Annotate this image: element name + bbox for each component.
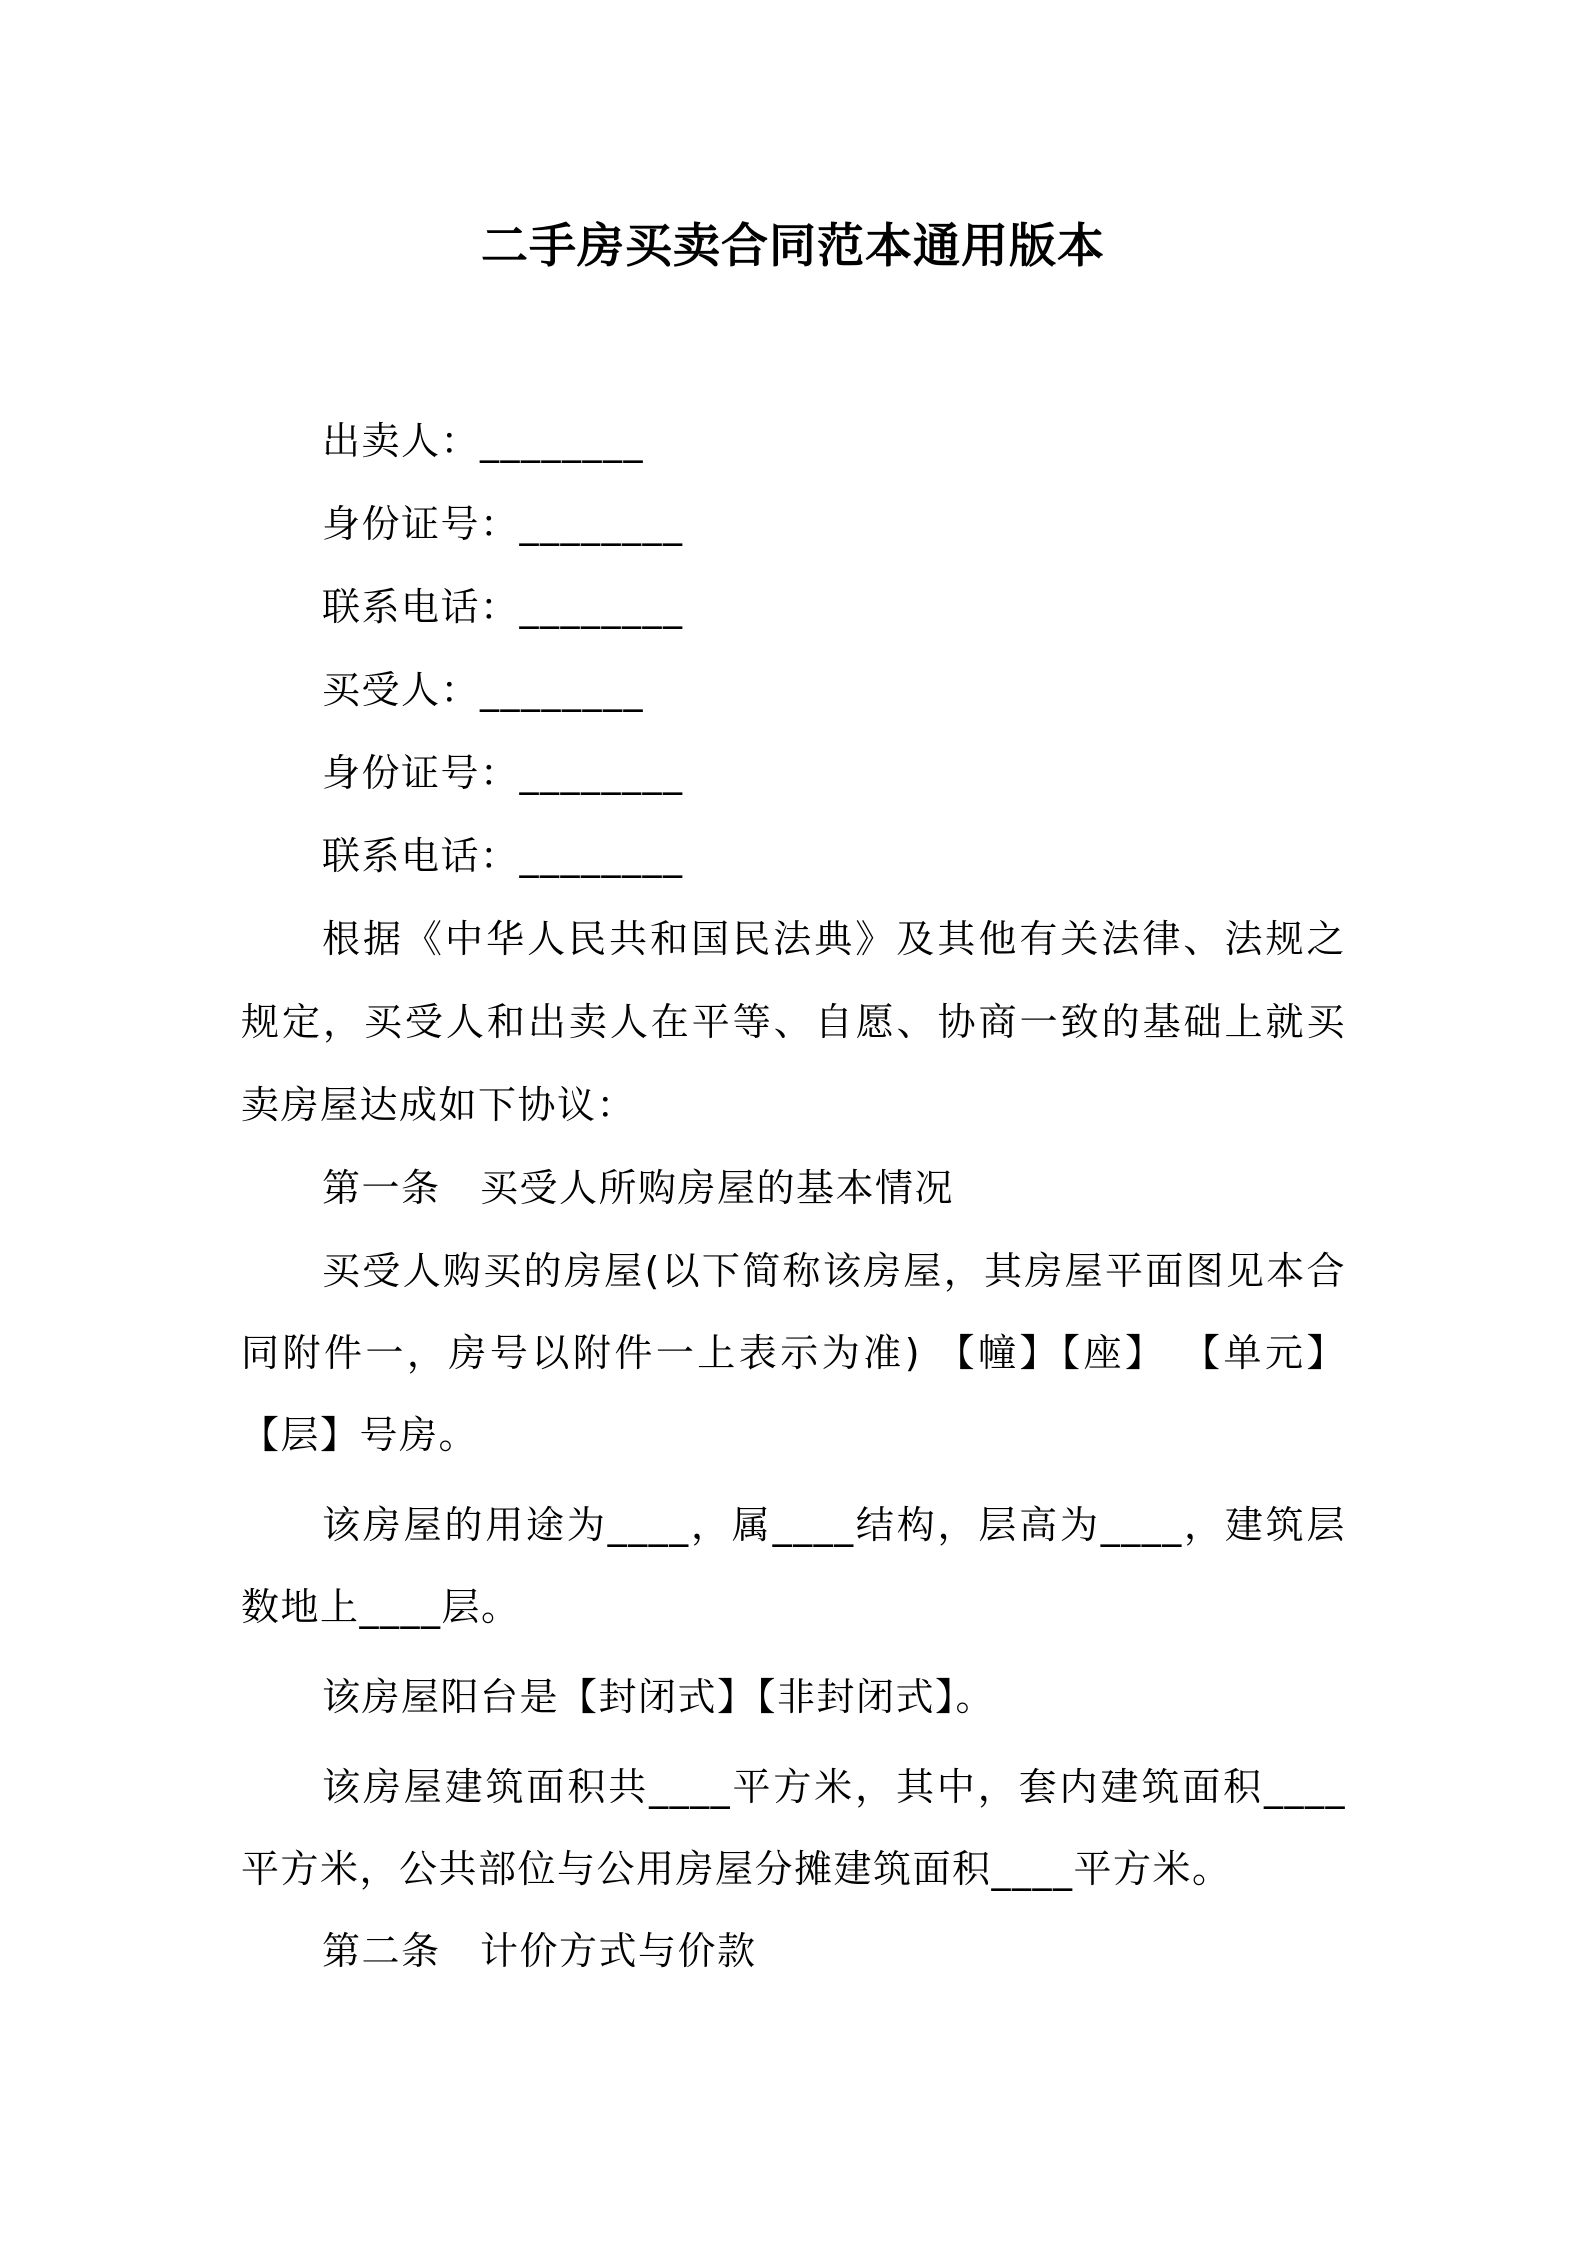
article-1-heading: 第一条 买受人所购房屋的基本情况 bbox=[322, 1166, 955, 1210]
article-1-balcony-paragraph: 该房屋阳台是【封闭式】【非封闭式】。 bbox=[322, 1675, 996, 1719]
article-1-usage-paragraph: 该房屋的用途为____，属____结构，层高为____，建筑层数地上____层。 bbox=[241, 1503, 1346, 1629]
buyer-name-line: 买受人：________ bbox=[322, 668, 645, 712]
seller-id-line: 身份证号：________ bbox=[322, 502, 684, 546]
buyer-id-line: 身份证号：________ bbox=[322, 751, 684, 795]
document-title: 二手房买卖合同范本通用版本 bbox=[481, 219, 1105, 274]
intro-paragraph: 根据《中华人民共和国民法典》及其他有关法律、法规之规定，买受人和出卖人在平等、自愿、协商一致的基础上就买卖房屋达成如下协议： bbox=[241, 917, 1346, 1127]
article-1-property-paragraph: 买受人购买的房屋(以下简称该房屋，其房屋平面图见本合同附件一，房号以附件一上表示为准) 【幢】【座】 【单元】【层】号房。 bbox=[241, 1249, 1346, 1457]
seller-phone-line: 联系电话：________ bbox=[322, 585, 684, 629]
article-1-area-paragraph: 该房屋建筑面积共____平方米，其中，套内建筑面积____平方米，公共部位与公用房屋分摊建筑面积____平方米。 bbox=[241, 1765, 1346, 1891]
article-2-heading: 第二条 计价方式与价款 bbox=[322, 1929, 757, 1973]
seller-name-line: 出卖人：________ bbox=[322, 419, 645, 463]
document-body bbox=[241, 400, 1346, 1993]
buyer-phone-line: 联系电话：________ bbox=[322, 834, 684, 878]
